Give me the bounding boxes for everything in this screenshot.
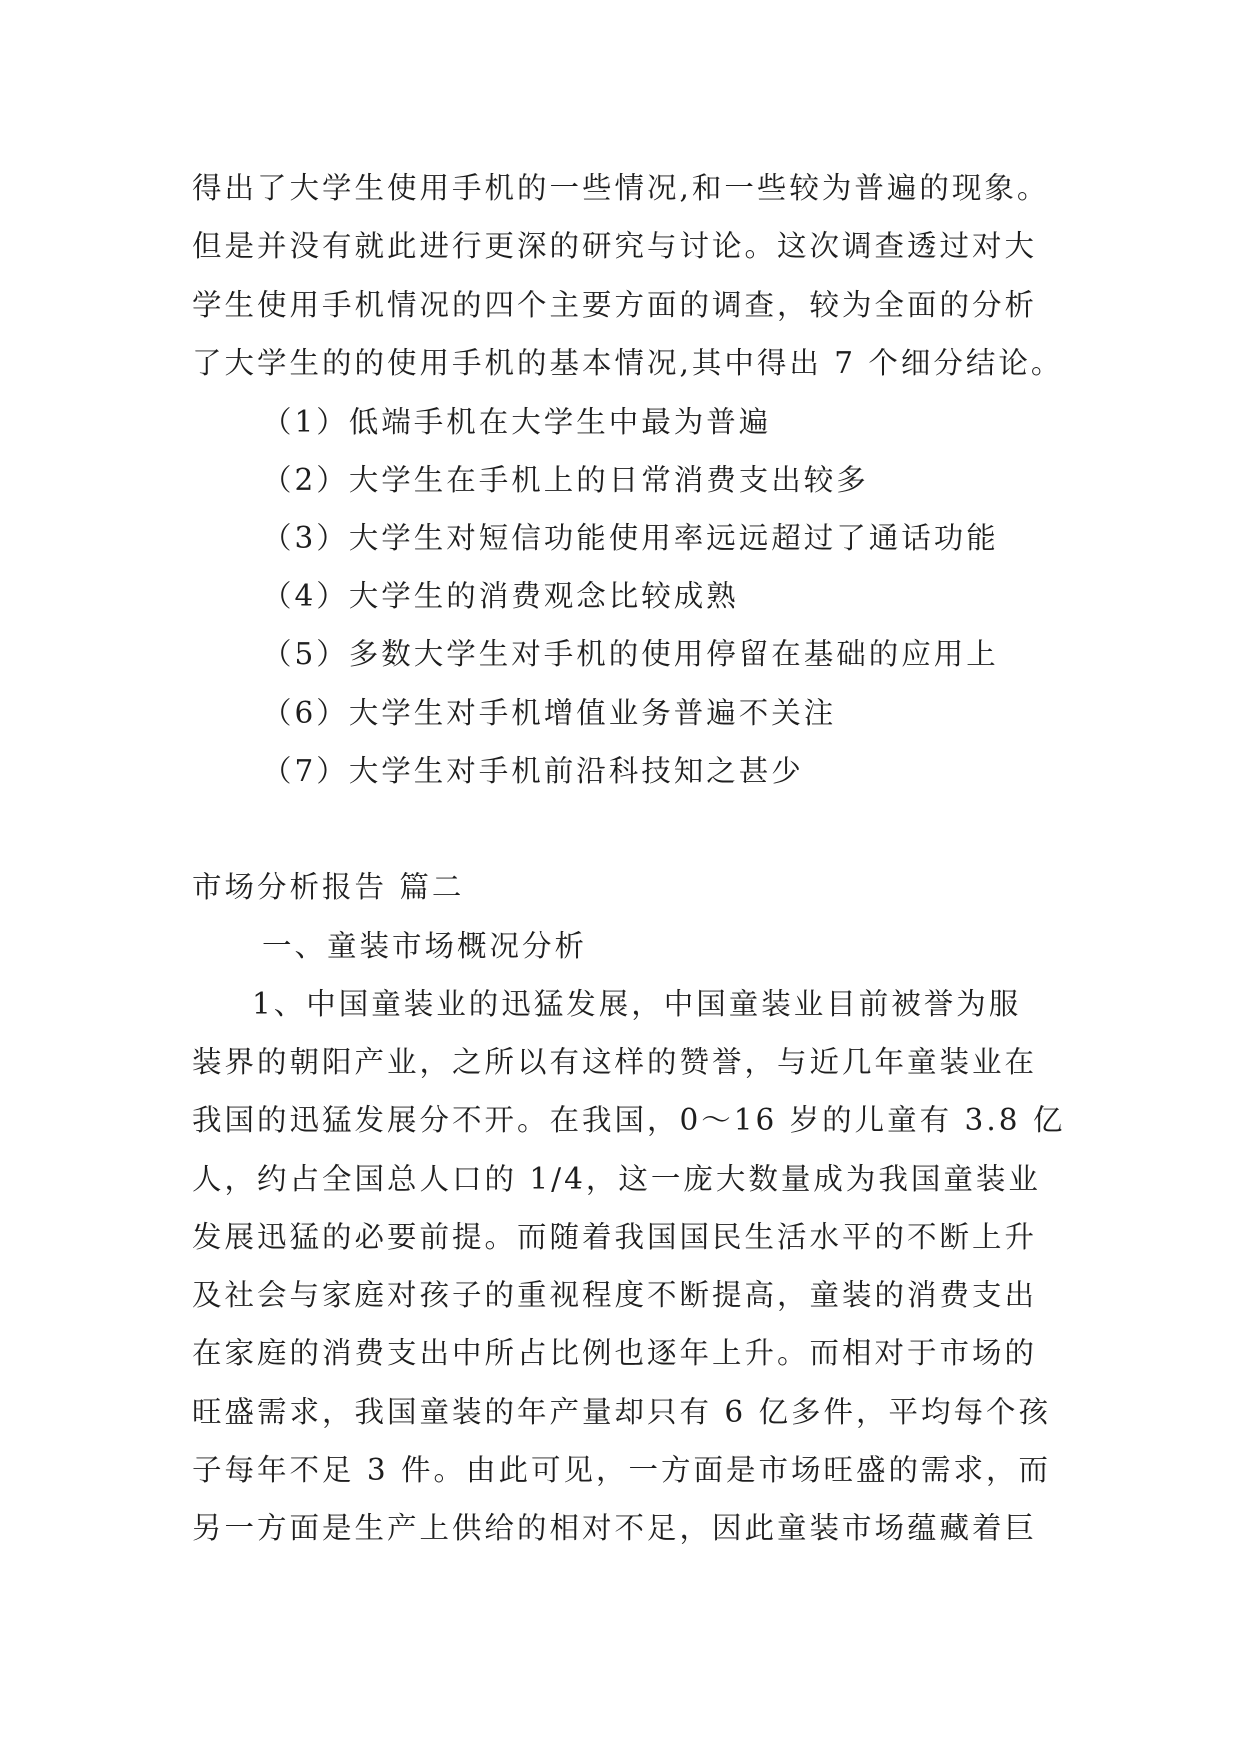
- intro-line: 得出了大学生使用手机的一些情况,和一些较为普遍的现象。: [192, 171, 1050, 205]
- conclusion-item: （6）大学生对手机增值业务普遍不关注: [262, 696, 837, 730]
- conclusion-item: （4）大学生的消费观念比较成熟: [262, 579, 739, 613]
- subsection-title: 一、童装市场概况分析: [262, 929, 588, 963]
- body-line: 装界的朝阳产业，之所以有这样的赞誉，与近几年童装业在: [192, 1045, 1038, 1079]
- conclusion-item: （3）大学生对短信功能使用率远远超过了通话功能: [262, 521, 999, 555]
- intro-line: 了大学生的的使用手机的基本情况,其中得出 7 个细分结论。: [192, 346, 1064, 380]
- conclusion-item: （5）多数大学生对手机的使用停留在基础的应用上: [262, 637, 999, 671]
- body-line: 人，约占全国总人口的 1/4，这一庞大数量成为我国童装业: [192, 1162, 1041, 1196]
- intro-line: 学生使用手机情况的四个主要方面的调查，较为全面的分析: [192, 288, 1038, 322]
- body-line: 我国的迅猛发展分不开。在我国，0～16 岁的儿童有 3.8 亿: [192, 1103, 1066, 1137]
- intro-line: 但是并没有就此进行更深的研究与讨论。这次调查透过对大: [192, 229, 1038, 263]
- conclusion-item: （7）大学生对手机前沿科技知之甚少: [262, 754, 804, 788]
- conclusion-item: （2）大学生在手机上的日常消费支出较多: [262, 463, 869, 497]
- body-line: 子每年不足 3 件。由此可见，一方面是市场旺盛的需求，而: [192, 1453, 1052, 1487]
- body-line: 旺盛需求，我国童装的年产量却只有 6 亿多件，平均每个孩: [192, 1395, 1052, 1429]
- body-line: 1、中国童装业的迅猛发展，中国童装业目前被誉为服: [252, 987, 1022, 1021]
- body-line: 发展迅猛的必要前提。而随着我国国民生活水平的不断上升: [192, 1220, 1038, 1254]
- body-line: 另一方面是生产上供给的相对不足，因此童装市场蕴藏着巨: [192, 1511, 1038, 1545]
- section-title: 市场分析报告 篇二: [192, 870, 465, 904]
- body-line: 在家庭的消费支出中所占比例也逐年上升。而相对于市场的: [192, 1336, 1038, 1370]
- conclusion-item: （1）低端手机在大学生中最为普遍: [262, 405, 772, 439]
- body-line: 及社会与家庭对孩子的重视程度不断提高，童装的消费支出: [192, 1278, 1038, 1312]
